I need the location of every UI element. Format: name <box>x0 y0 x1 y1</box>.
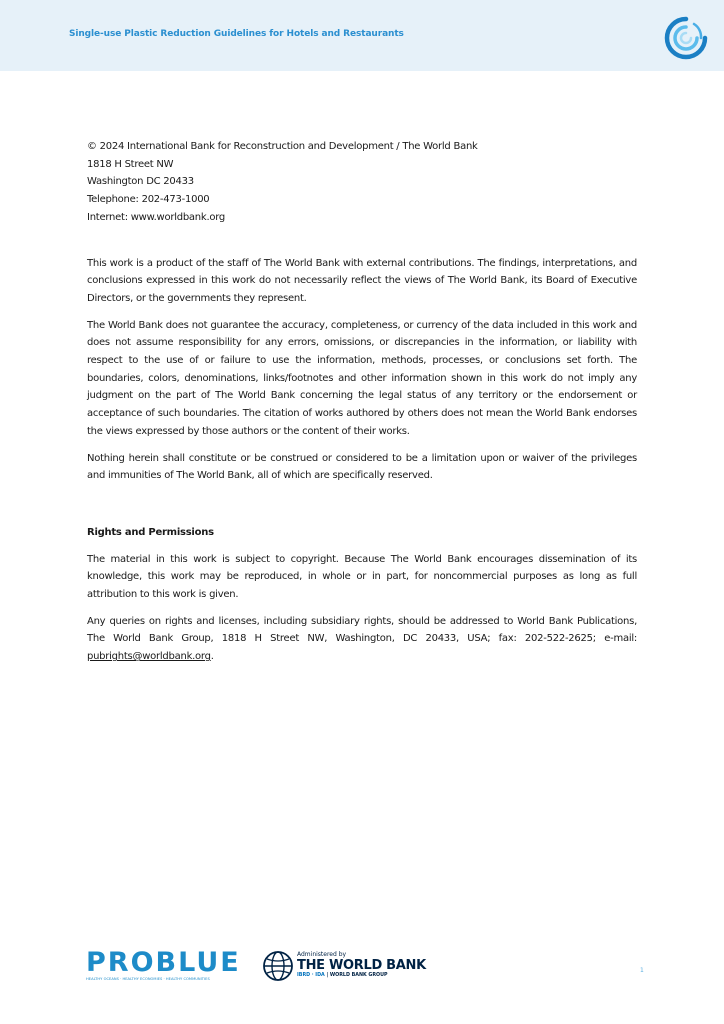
disclaimer-paragraph-2: The World Bank does not guarantee the accuracy, completeness, or currency of the data included in this work and does not assume responsibility for any errors, omissions, or discrepancies in the information, or liability with respect to the use of or failure to use the information, methods, processes, or conclusions set forth. The boundaries, colors, denominations, links/footnotes and other information shown in this work do not imply any judgment on the part of The World Bank concerning the legal status of any territory or the endorsement or acceptance of such boundaries. The citation of works authored by others does not mean the World Bank endorses the views expressed by those authors or the content of their works. <box>87 319 637 437</box>
rights-paragraph-1: The material in this work is subject to copyright. Because The World Bank encourages dissemination of its knowledge, this work may be reproduced, in whole or in part, for noncommercial purposes as long as full attribution to this work is given. <box>87 553 637 601</box>
world-bank-logo <box>262 949 426 985</box>
page-number: 1 <box>640 967 644 974</box>
world-bank-name: THE WORLD BANK <box>297 958 426 973</box>
world-bank-subline <box>297 973 388 978</box>
street-line: 1818 H Street NW <box>87 158 174 170</box>
copyright-page-body <box>87 138 637 675</box>
disclaimer-paragraph-1: This work is a product of the staff of The World Bank with external contributions. The findings, interpretations, and conclusions expressed in this work do not necessarily reflect the views of The World Bank, its Board of Executive Directors, or the governments they represent. <box>87 257 637 304</box>
subline-separator: | <box>324 973 330 978</box>
disclaimer-paragraph-3: Nothing herein shall constitute or be construed or considered to be a limitation upon or waiver of the privileges and immunities of The World Bank, all of which are specifically reserved. <box>87 452 637 482</box>
internet-line: Internet: www.worldbank.org <box>87 211 226 223</box>
rights-paragraph-2-text: Any queries on rights and licenses, including subsidiary rights, should be addressed to World Bank Publications, The World Bank Group, 1818 H Street NW, Washington, DC 20433, USA; fax: 202-522-2625; e-mail: <box>87 615 637 645</box>
problue-logo <box>86 948 240 984</box>
world-bank-globe-icon <box>262 950 294 982</box>
world-bank-group-label: WORLD BANK GROUP <box>329 973 388 978</box>
telephone-line: Telephone: 202-473-1000 <box>87 194 210 206</box>
city-line: Washington DC 20433 <box>87 176 194 188</box>
problue-wordmark: PROBLUE <box>86 947 241 978</box>
ibrd-ida-label: IBRD · IDA <box>297 973 325 978</box>
administered-by-label: Administered by <box>297 951 347 958</box>
problue-tagline: HEALTHY OCEANS · HEALTHY ECONOMIES · HEALTHY COMMUNITIES <box>86 977 210 981</box>
rights-heading: Rights and Permissions <box>87 526 214 538</box>
copyright-line: © 2024 International Bank for Reconstruction and Development / The World Bank <box>87 141 478 152</box>
publisher-address <box>87 138 637 227</box>
email-link[interactable]: pubrights@worldbank.org <box>87 651 211 663</box>
rights-paragraph-2 <box>87 613 637 666</box>
rights-paragraph-2-end: . <box>210 651 214 663</box>
page-header <box>0 0 724 71</box>
header-title: Single-use Plastic Reduction Guidelines for Hotels and Restaurants <box>69 29 404 39</box>
wave-swirl-icon <box>664 16 708 60</box>
